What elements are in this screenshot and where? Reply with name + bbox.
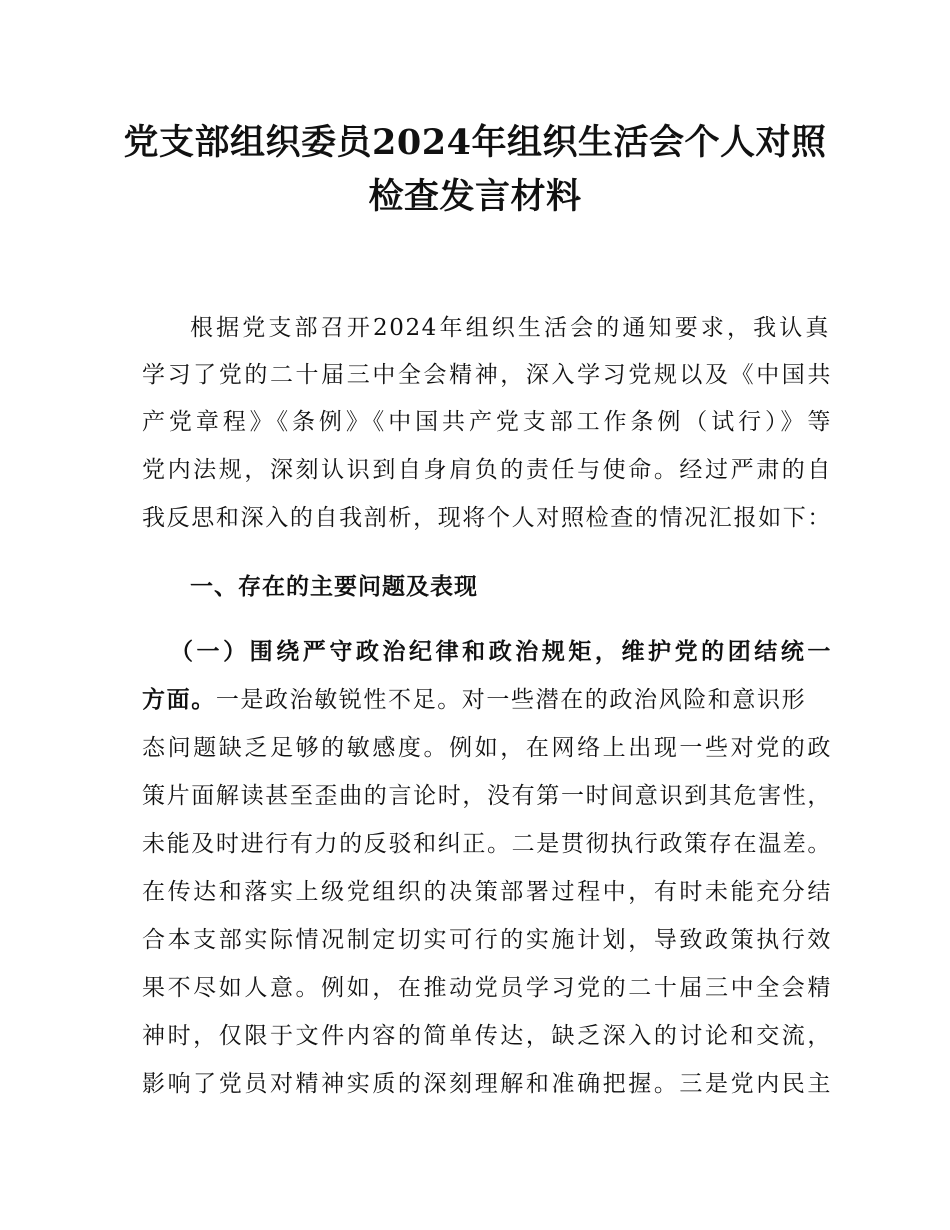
intro-line-5: 我反思和深入的自我剖析，现将个人对照检查的情况汇报如下： [142, 505, 832, 531]
document-title [120, 116, 830, 224]
subsection-1-heading-tail: 方面。 [142, 687, 216, 713]
subsection-1-line-4: 策片面解读甚至歪曲的言论时，没有第一时间意识到其危害性， [142, 783, 832, 809]
title-line-2: 检查发言材料 [368, 176, 582, 217]
subsection-1-line-3: 态问题缺乏足够的敏感度。例如，在网络上出现一些对党的政 [142, 735, 832, 761]
subsection-1-heading: （一）围绕严守政治纪律和政治规矩，维护党的团结统一 [170, 639, 832, 665]
intro-line-3: 产党章程》《条例》《中国共产党支部工作条例（试行）》等 [142, 409, 832, 435]
subsection-1-line-10: 影响了党员对精神实质的深刻理解和准确把握。三是党内民主 [142, 1071, 832, 1097]
section-1-heading: 一、存在的主要问题及表现 [190, 574, 478, 600]
subsection-1-line-9: 神时，仅限于文件内容的简单传达，缺乏深入的讨论和交流， [142, 1023, 832, 1049]
subsection-1-line-8: 果不尽如人意。例如，在推动党员学习党的二十届三中全会精 [142, 975, 832, 1001]
subsection-1-line-2 [142, 685, 832, 715]
title-line-1: 党支部组织委员2024年组织生活会个人对照 [123, 122, 827, 163]
intro-line-2: 学习了党的二十届三中全会精神，深入学习党规以及《中国共 [142, 362, 832, 388]
subsection-1-line-7: 合本支部实际情况制定切实可行的实施计划，导致政策执行效 [142, 927, 832, 953]
subsection-1-line-5: 未能及时进行有力的反驳和纠正。二是贯彻执行政策存在温差。 [142, 831, 832, 857]
intro-line-4: 党内法规，深刻认识到自身肩负的责任与使命。经过严肃的自 [142, 457, 832, 483]
subsection-1-line-2-text: 一是政治敏锐性不足。对一些潜在的政治风险和意识形 [215, 687, 807, 713]
subsection-1-line-6: 在传达和落实上级党组织的决策部署过程中，有时未能充分结 [142, 879, 832, 905]
intro-line-1: 根据党支部召开2024年组织生活会的通知要求，我认真 [190, 315, 830, 341]
